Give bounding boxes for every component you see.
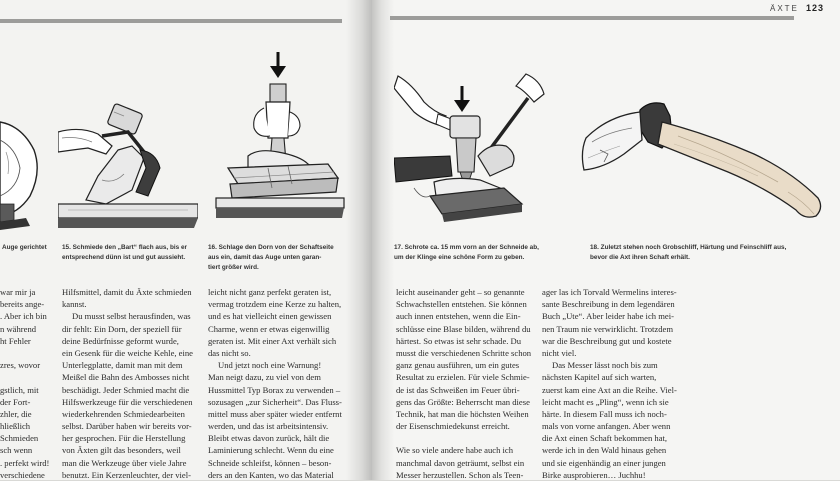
illustration-hammer-flattening-beard: [58, 92, 198, 232]
text-line: Technik, hat man die höchsten Weihen: [396, 408, 529, 419]
arrow-down-icon: [270, 66, 286, 78]
text-column-3: [208, 286, 350, 481]
text-line: ager las ich Torvald Wermelins interes-: [542, 287, 677, 297]
text-line: vermag trotzdem eine Kerze zu halten,: [208, 299, 342, 310]
text-line: Resultat zu erzielen. Für viele Schmie-: [396, 372, 530, 383]
text-line: manchmal davon geträumt, selbst ein: [396, 457, 525, 468]
text-line: her gesprochen. Für die Herstellung: [62, 433, 186, 444]
illustration-finished-axe: [578, 92, 828, 232]
text-line: . Aber ich bin: [0, 311, 47, 322]
text-line: war mir ja: [0, 287, 36, 297]
text-line: deine Bedürfnisse geformt wurde,: [62, 335, 179, 346]
text-line: kannst.: [62, 299, 87, 310]
text-line: zuerst kam eine Axt an die Reihe. Viel-: [542, 384, 677, 395]
caption-15: [62, 243, 202, 263]
text-line: mittel muss aber später wieder entfernt: [208, 408, 342, 419]
text-line: Buch „Ute“. Aber leider habe ich mei-: [542, 311, 674, 322]
text-line: Messer herzustellen. Schon als Teen-: [396, 469, 524, 480]
illustration-drift-into-eye: [208, 52, 348, 232]
caption-line: 18. Zuletzt stehen noch Grobschliff, Härtung und Feinschliff aus,: [590, 244, 787, 251]
text-line: nicht viel.: [542, 347, 577, 358]
text-line: sch wenn: [0, 445, 33, 456]
gutter-shadow-right: [372, 0, 394, 480]
text-line: die Axt einen Schaft bekommen hat,: [542, 433, 668, 444]
arrow-down-icon: [454, 100, 470, 112]
text-line: und sie eigenhändig an einer jungen: [542, 457, 666, 468]
text-line: man die Werkzeuge über viele Jahre: [62, 457, 187, 468]
text-column-5: [542, 286, 688, 481]
text-line: geraten ist. Mit einer Axt verhält sich: [208, 335, 337, 346]
illustration-axe-eye-anvil: [0, 92, 52, 232]
text-line: [0, 347, 54, 359]
text-line: . perfekt wird!: [0, 457, 50, 468]
text-line: härtest. So etwas ist sehr schade. Du: [396, 335, 522, 346]
text-line: war die Beschreibung gut und kostete: [542, 335, 672, 346]
text-line: beschädigt. Jeder Schmied macht die: [62, 384, 190, 395]
text-line: nächsten Kapitel auf sich warten,: [542, 372, 657, 383]
caption-line: Auge gerichtet: [2, 244, 47, 251]
text-line: zres, wovor: [0, 360, 41, 371]
text-line: musst die verschiedenen Schritte schon: [396, 347, 532, 358]
text-line: Schneide schleifst, können – beson-: [208, 457, 332, 468]
text-line: Laminierung schlecht. Wenn du eine: [208, 445, 334, 456]
text-line: verschiedene: [0, 469, 45, 480]
text-line: [396, 432, 538, 444]
text-line: Schwachstellen entstehen. Sie können: [396, 299, 527, 310]
text-line: Schmieden: [0, 433, 39, 444]
running-head: ÄXTE: [770, 4, 799, 13]
text-line: gens das Größte: Beherrscht man diese: [396, 396, 530, 407]
text-column-4: [396, 286, 538, 481]
text-line: Das Messer lässt noch bis zum: [552, 360, 658, 371]
caption-line: 16. Schlage den Dorn von der Schaftseite: [208, 244, 334, 251]
text-line: leicht nicht ganz perfekt geraten ist,: [208, 287, 332, 297]
caption-17: [394, 243, 564, 263]
text-line: ht Fehler: [0, 335, 31, 346]
top-rule-left: [0, 19, 342, 23]
text-line: benutzt. Ein Kerzenleuchter, der viel-: [62, 469, 191, 480]
text-line: der Eisenschmiedekunst erreicht.: [396, 421, 510, 432]
text-line: mals von vorne anfangen. Aber wenn: [542, 421, 671, 432]
text-line: Du musst selbst herausfinden, was: [72, 311, 191, 322]
text-line: Bleibt etwas davon zurück, hält die: [208, 433, 330, 444]
text-line: auch innen entstehen, wenn die Ein-: [396, 311, 521, 322]
caption-line: 17. Schrote ca. 15 mm vorn an der Schneide ab,: [394, 244, 539, 251]
text-line: de ist das Schweißen im Feuer übri-: [396, 384, 520, 395]
text-line: der Fort-: [0, 396, 31, 407]
text-line: n während: [0, 323, 37, 334]
text-line: werde ich in den Wald hinaus gehen: [542, 445, 667, 456]
text-line: und es hat vielleicht einen gewissen: [208, 311, 332, 322]
text-line: von Äxten gilt das besonders, weil: [62, 445, 181, 456]
text-line: Charme, wenn er etwas eigenwillig: [208, 323, 330, 334]
text-line: zhler, die: [0, 408, 32, 419]
text-line: sante Beschreibung in dem legendären: [542, 299, 675, 310]
caption-line: um der Klinge eine schöne Form zu geben.: [394, 254, 525, 261]
text-line: Wie so viele andere habe auch ich: [396, 445, 514, 456]
text-line: bereits ange-: [0, 299, 45, 310]
caption-line: tiert größer wird.: [208, 264, 259, 271]
text-line: [0, 371, 54, 383]
text-line: Meißel die Bahn des Ambosses nicht: [62, 372, 190, 383]
text-line: hließlich: [0, 421, 31, 432]
caption-line: aus ein, damit das Auge unten garan-: [208, 254, 322, 261]
caption-16: [208, 243, 344, 273]
text-column-2: [62, 286, 204, 481]
text-line: Unterlegplatte, damit man mit dem: [62, 360, 183, 371]
text-line: Hussmittel Typ Borax zu verwenden –: [208, 384, 341, 395]
text-line: wiederkehrenden Schmiedearbeiten: [62, 408, 185, 419]
text-line: Hilfswerkzeuge für die verschiedenen: [62, 396, 193, 407]
text-line: gstlich, mit: [0, 384, 39, 395]
text-line: das nicht so.: [208, 347, 251, 358]
text-line: Hilfsmittel, damit du Äxte schmieden: [62, 287, 192, 297]
caption-line: entsprechend dünn ist und gut aussieht.: [62, 254, 186, 261]
text-line: werden, und das ist arbeitsintensiv.: [208, 421, 329, 432]
text-line: selbst. Darüber haben wir bereits vor-: [62, 421, 192, 432]
text-line: härte. In diesem Fall muss ich noch-: [542, 408, 667, 419]
text-column-1: [0, 286, 54, 481]
text-line: dir fehlt: Ein Dorn, der speziell für: [62, 323, 182, 334]
text-line: nen Traum nie verwirklicht. Trotzdem: [542, 323, 674, 334]
text-line: ein Gesenk für die weiche Kehle, eine: [62, 347, 193, 358]
caption-18: [590, 243, 826, 263]
illustration-chisel-cutting-blade: [394, 72, 564, 232]
top-rule-right: [390, 16, 794, 20]
text-line: sozusagen „zur Sicherheit“. Das Fluss-: [208, 396, 342, 407]
text-line: Und jetzt noch eine Warnung!: [218, 360, 322, 371]
caption-line: 15. Schmiede den „Bart“ flach aus, bis er: [62, 244, 188, 251]
text-line: leicht macht es „Pling“, wenn ich sie: [542, 396, 669, 407]
caption-14: [2, 243, 54, 253]
text-line: leicht auseinander geht – so genannte: [396, 287, 525, 297]
caption-line: bevor die Axt ihren Schaft erhält.: [590, 254, 690, 261]
text-line: ganz genau ausführen, um ein gutes: [396, 360, 520, 371]
text-line: ders an den Kanten, wo das Material: [208, 469, 334, 480]
text-line: Birke ausprobieren… Juchhu!: [542, 469, 646, 480]
text-line: Man neigt dazu, zu viel von dem: [208, 372, 321, 383]
text-line: schlüsse eine Blase bilden, während du: [396, 323, 531, 334]
page-number: 123: [806, 3, 825, 13]
